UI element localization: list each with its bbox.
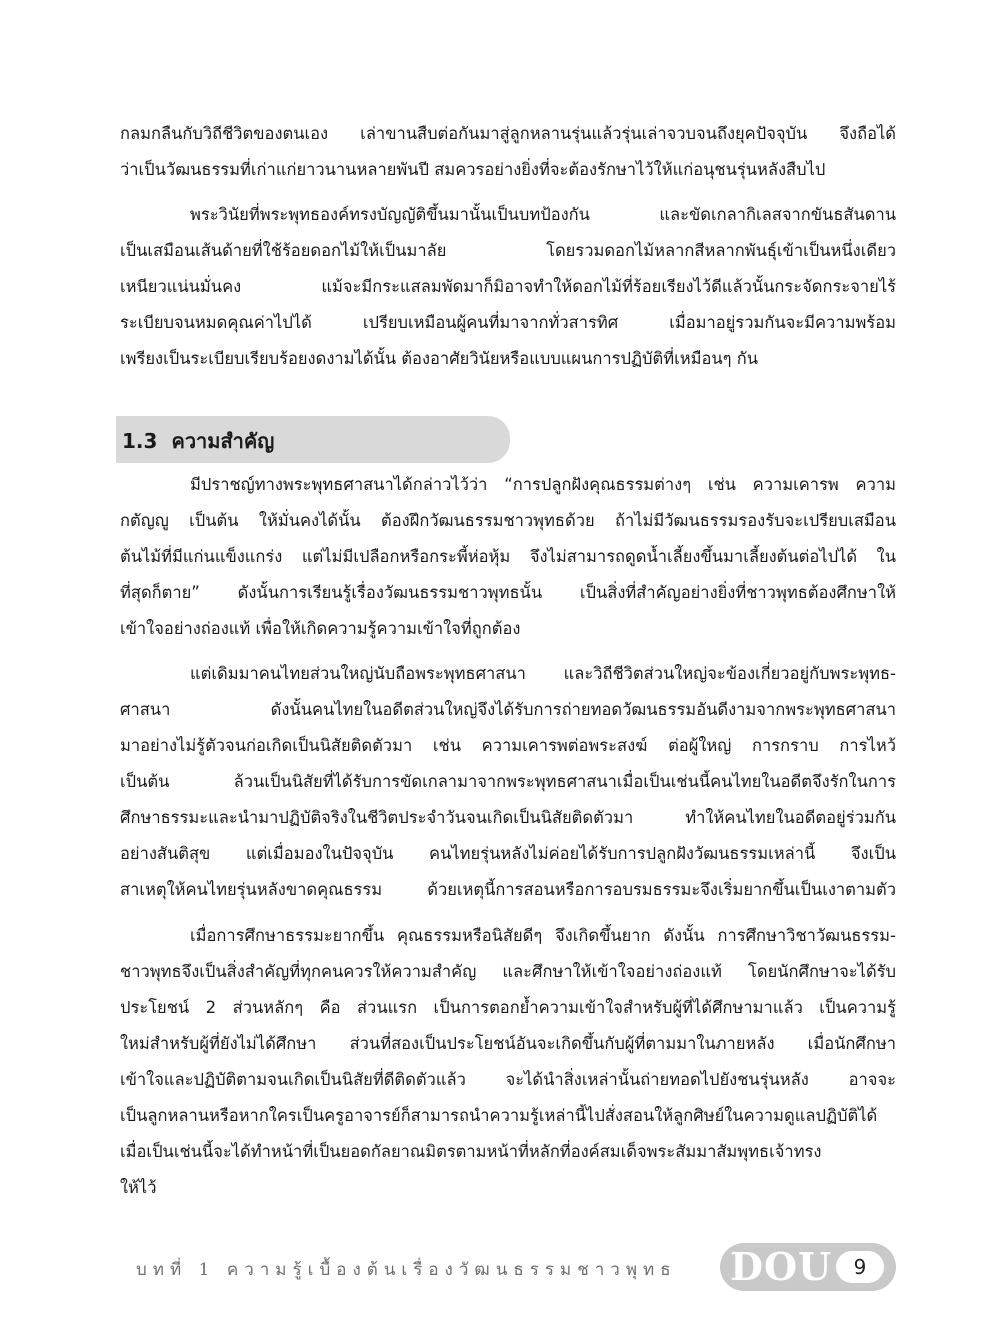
paragraph-line: ใหม่สำหรับผู้ที่ยังไม่ได้ศึกษา ส่วนที่สองเป็นประโยชน์อันจะเกิดขึ้นกับผู้ที่ตามมาในภายหลัง เมื่อนักศึกษา — [120, 1034, 896, 1053]
paragraph-line: เข้าใจและปฏิบัติตามจนเกิดเป็นนิสัยที่ดีติดตัวแล้ว จะได้นำสิ่งเหล่านั้นถ่ายทอดไปยังชนรุ่นหลัง อาจจะ — [120, 1070, 896, 1089]
paragraph-line: เมื่อเป็นเช่นนี้จะได้ทำหน้าที่เป็นยอดกัลยาณมิตรตามหน้าที่หลักที่องค์สมเด็จพระสัมมาสัมพุทธเจ้าทรง — [120, 1142, 822, 1161]
paragraph-line: ศาสนา ดังนั้นคนไทยในอดีตส่วนใหญ่จึงได้รับการถ่ายทอดวัฒนธรรมอันดีงามจากพระพุทธศาสนา — [120, 700, 896, 719]
paragraph-line: อย่างสันติสุข แต่เมื่อมองในปัจจุบัน คนไทยรุ่นหลังไม่ค่อยได้รับการปลูกฝังวัฒนธรรมเหล่านี้ จึงเป็น — [120, 844, 896, 863]
paragraph-line: เมื่อการศึกษาธรรมะยากขึ้น คุณธรรมหรือนิสัยดีๆ จึงเกิดขึ้นยาก ดังนั้น การศึกษาวิชาวัฒนธรรม- — [190, 926, 896, 945]
paragraph-line: ชาวพุทธจึงเป็นสิ่งสำคัญที่ทุกคนควรให้ความสำคัญ และศึกษาให้เข้าใจอย่างถ่องแท้ โดยนักศึกษาจะได้รับ — [120, 962, 896, 981]
paragraph-line: ต้นไม้ที่มีแก่นแข็งแกร่ง แต่ไม่มีเปลือกหรือกระพี้ห่อหุ้ม จึงไม่สามารถดูดน้ำเลี้ยงขึ้นมาเลี้ยงต้นต่อไปได้ ใน — [120, 547, 896, 566]
paragraph-line: กตัญญู เป็นต้น ให้มั่นคงได้นั้น ต้องฝึกวัฒนธรรมชาวพุทธด้วย ถ้าไม่มีวัฒนธรรมรองรับจะเปรียบเสมือน — [120, 511, 896, 530]
paragraph-line: ระเบียบจนหมดคุณค่าไปได้ เปรียบเหมือนผู้คนที่มาจากทั่วสารทิศ เมื่อมาอยู่รวมกันจะมีความพร้อม — [120, 313, 896, 332]
paragraph-line: เหนียวแน่นมั่นคง แม้จะมีกระแสลมพัดมาก็มิอาจทำให้ดอกไม้ที่ร้อยเรียงไว้ดีแล้วนั้นกระจัดกระจายไร้ — [120, 277, 896, 296]
paragraph-line: มีปราชญ์ทางพระพุทธศาสนาได้กล่าวไว้ว่า “การปลูกฝังคุณธรรมต่างๆ เช่น ความเคารพ ความ — [190, 475, 896, 494]
paragraph-line: มาอย่างไม่รู้ตัวจนก่อเกิดเป็นนิสัยติดตัวมา เช่น ความเคารพต่อพระสงฆ์ ต่อผู้ใหญ่ การกราบ การไหว้ — [120, 736, 896, 755]
paragraph-line: ศึกษาธรรมะและนำมาปฏิบัติจริงในชีวิตประจำวันจนเกิดเป็นนิสัยติดตัวมา ทำให้คนไทยในอดีตอยู่ร่วมกัน — [120, 808, 896, 827]
paragraph-line: เข้าใจอย่างถ่องแท้ เพื่อให้เกิดความรู้ความเข้าใจที่ถูกต้อง — [120, 619, 521, 638]
paragraph-line: กลมกลืนกับวิถีชีวิตของตนเอง เล่าขานสืบต่อกันมาสู่ลูกหลานรุ่นแล้วรุ่นเล่าจวบจนถึงยุคปัจจุบัน จึงถือได้ — [120, 124, 896, 143]
footer-chapter-title: บทที่ 1 ความรู้เบื้องต้นเรื่องวัฒนธรรมชาวพุทธ — [136, 1260, 677, 1280]
paragraph-line: เพรียงเป็นระเบียบเรียบร้อยงดงามได้นั้น ต้องอาศัยวินัยหรือแบบแผนการปฏิบัติที่เหมือนๆ กัน — [120, 349, 759, 368]
page-number: 9 — [836, 1251, 884, 1283]
paragraph-line: ว่าเป็นวัฒนธรรมที่เก่าแก่ยาวนานหลายพันปี สมควรอย่างยิ่งที่จะต้องรักษาไว้ให้แก่อนุชนรุ่นหลังสืบไป — [120, 160, 826, 179]
paragraph-line: ที่สุดก็ตาย” ดังนั้นการเรียนรู้เรื่องวัฒนธรรมชาวพุทธนั้น เป็นสิ่งที่สำคัญอย่างยิ่งที่ชาวพุทธต้องศึกษาให้ — [120, 583, 896, 602]
paragraph-line: สาเหตุให้คนไทยรุ่นหลังขาดคุณธรรม ด้วยเหตุนี้การสอนหรือการอบรมธรรมะจึงเริ่มยากขึ้นเป็นเงาตามตัว — [120, 880, 896, 899]
paragraph-line: เป็นต้น ล้วนเป็นนิสัยที่ได้รับการขัดเกลามาจากพระพุทธศาสนาเมื่อเป็นเช่นนี้คนไทยในอดีตจึงรักในการ — [120, 772, 896, 791]
paragraph-line: พระวินัยที่พระพุทธองค์ทรงบัญญัติขึ้นมานั้นเป็นบทป้องกัน และขัดเกลากิเลสจากขันธสันดาน — [190, 205, 896, 224]
paragraph-line: เป็นเสมือนเส้นด้ายที่ใช้ร้อยดอกไม้ให้เป็นมาลัย โดยรวมดอกไม้หลากสีหลากพันธุ์เข้าเป็นหนึ่งเดียว — [120, 241, 896, 260]
paragraph-line: ประโยชน์ 2 ส่วนหลักๆ คือ ส่วนแรก เป็นการตอกย้ำความเข้าใจสำหรับผู้ที่ได้ศึกษามาแล้ว เป็นความรู้ — [120, 998, 896, 1017]
section-heading — [122, 428, 274, 454]
section-title: ความสำคัญ — [171, 429, 275, 453]
paragraph-line: ให้ไว้ — [120, 1178, 157, 1197]
paragraph-line: แต่เดิมมาคนไทยส่วนใหญ่นับถือพระพุทธศาสนา และวิถีชีวิตส่วนใหญ่จะข้องเกี่ยวอยู่กับพระพุทธ- — [190, 664, 896, 683]
dou-logo: DOU — [730, 1244, 833, 1289]
paragraph-line: เป็นลูกหลานหรือหากใครเป็นครูอาจารย์ก็สามารถนำความรู้เหล่านี้ไปสั่งสอนให้ลูกศิษย์ในความดูแลปฏิบัติได้ — [120, 1106, 878, 1125]
section-number: 1.3 — [122, 429, 158, 453]
